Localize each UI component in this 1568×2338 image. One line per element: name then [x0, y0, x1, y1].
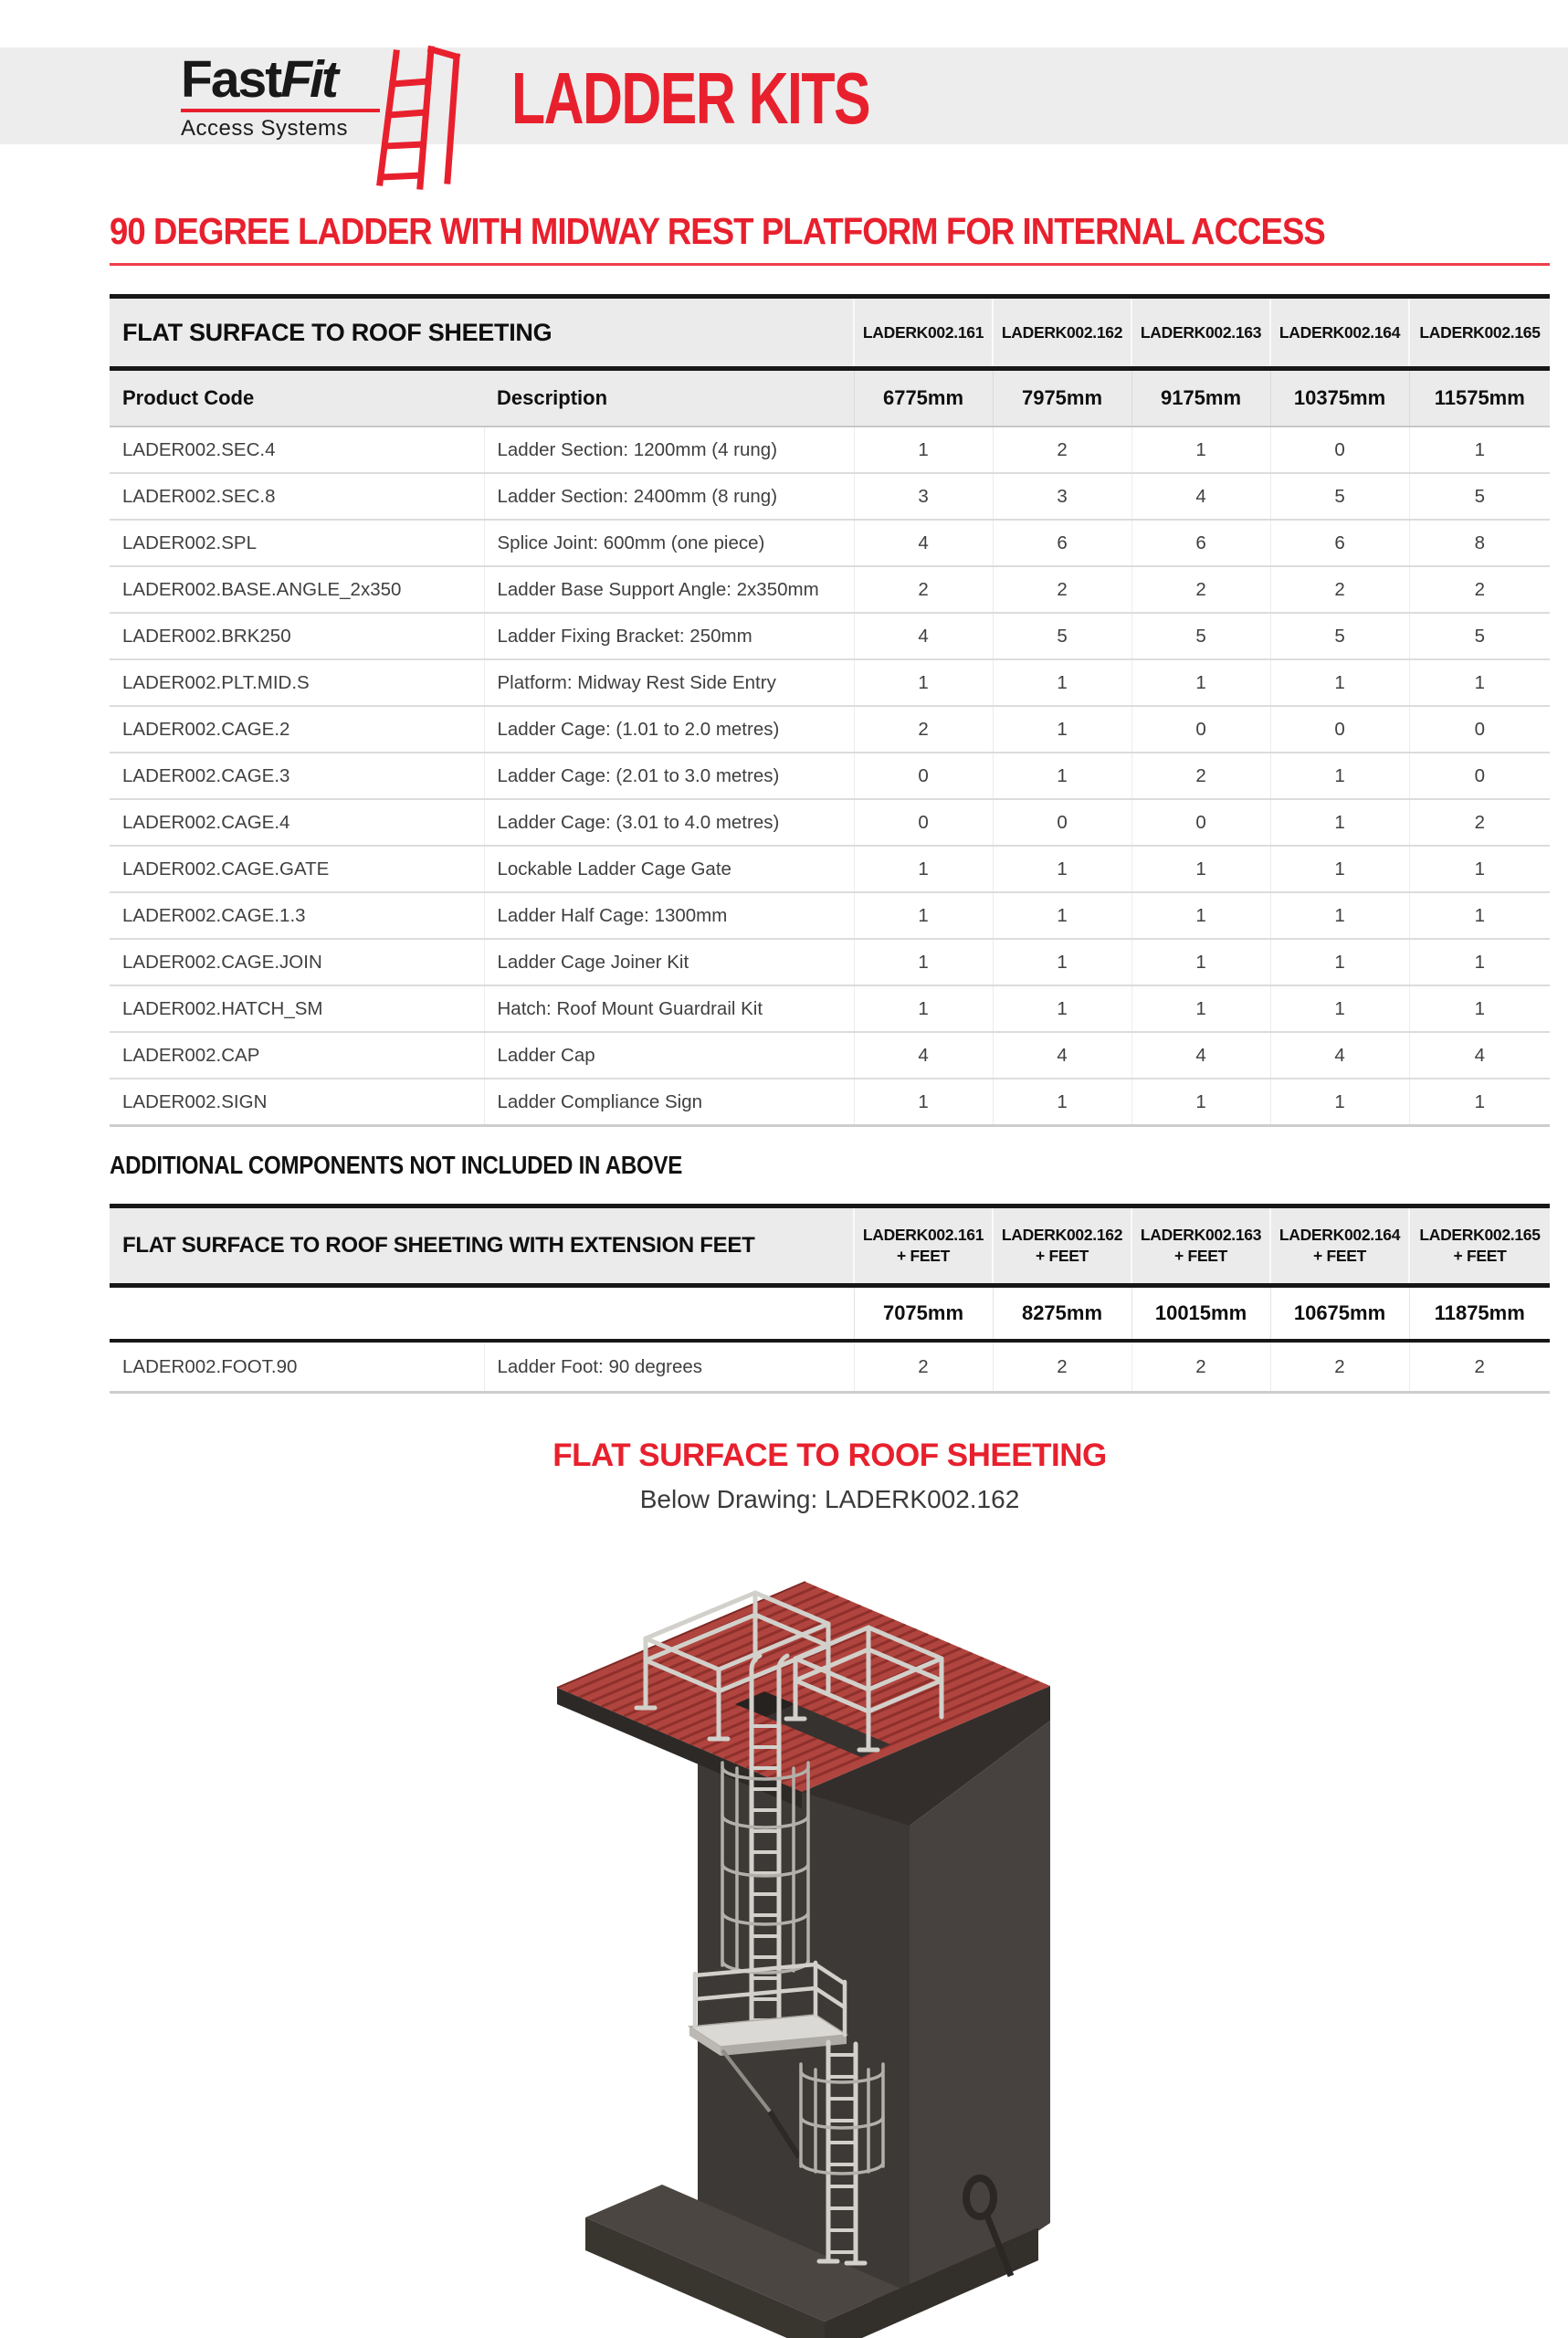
quantity-cell: 1: [1270, 985, 1409, 1032]
kit-isometric-drawing: [525, 1571, 1379, 2338]
kit-code-header: [1270, 1206, 1409, 1286]
quantity-cell: 1: [993, 846, 1131, 892]
kit-length-header: 11875mm: [1409, 1286, 1550, 1342]
kit-code-header: LADERK002.162: [993, 297, 1131, 369]
product-code-cell: LADER002.CAGE.1.3: [110, 892, 484, 939]
product-code-cell: LADER002.SPL: [110, 520, 484, 566]
kit-code-header: [1131, 1206, 1270, 1286]
quantity-cell: 1: [1270, 753, 1409, 799]
table-row: [110, 799, 1550, 846]
quantity-cell: 0: [854, 799, 993, 846]
quantity-cell: 1: [1270, 892, 1409, 939]
quantity-cell: 4: [1409, 1032, 1550, 1079]
quantity-cell: 5: [993, 613, 1131, 659]
description-header: [484, 1286, 854, 1342]
quantity-cell: 4: [993, 1032, 1131, 1079]
description-cell: Ladder Compliance Sign: [484, 1079, 854, 1126]
title-underline: [110, 263, 1550, 266]
quantity-cell: 0: [854, 753, 993, 799]
quantity-cell: 1: [1270, 939, 1409, 985]
quantity-cell: 0: [1270, 706, 1409, 753]
quantity-cell: 1: [993, 659, 1131, 706]
logo-tagline: Access Systems: [181, 116, 349, 141]
quantity-cell: 4: [1131, 1032, 1270, 1079]
kit-code: LADERK002.161: [862, 1226, 984, 1245]
section-title: 90 DEGREE LADDER WITH MIDWAY REST PLATFORM FOR INTERNAL ACCESS: [110, 210, 1325, 252]
kit-code-suffix: + FEET: [1453, 1247, 1507, 1265]
quantity-cell: 1: [1409, 985, 1550, 1032]
quantity-cell: 4: [854, 520, 993, 566]
drawing-title: FLAT SURFACE TO ROOF SHEETING: [552, 1438, 1107, 1473]
description-cell: Ladder Base Support Angle: 2x350mm: [484, 566, 854, 613]
quantity-cell: 5: [1270, 613, 1409, 659]
description-header: Description: [484, 369, 854, 427]
quantity-cell: 1: [1409, 1079, 1550, 1126]
quantity-cell: 4: [854, 1032, 993, 1079]
table-row: [110, 846, 1550, 892]
description-cell: Ladder Section: 1200mm (4 rung): [484, 427, 854, 473]
quantity-cell: 6: [1270, 520, 1409, 566]
quantity-cell: 1: [854, 939, 993, 985]
quantity-cell: 2: [1131, 1341, 1270, 1393]
quantity-cell: 1: [993, 706, 1131, 753]
table-subheader-row: [110, 369, 1550, 427]
quantity-cell: 1: [1131, 427, 1270, 473]
quantity-cell: 2: [854, 1341, 993, 1393]
product-code-cell: LADER002.BRK250: [110, 613, 484, 659]
table-row: [110, 659, 1550, 706]
kit-code-header: [1409, 1206, 1550, 1286]
description-cell: Ladder Cage: (3.01 to 4.0 metres): [484, 799, 854, 846]
quantity-cell: 1: [993, 1079, 1131, 1126]
table-title: FLAT SURFACE TO ROOF SHEETING WITH EXTENSION FEET: [110, 1206, 854, 1286]
product-code-header: Product Code: [110, 369, 484, 427]
table-row: [110, 473, 1550, 520]
description-cell: Ladder Cage: (2.01 to 3.0 metres): [484, 753, 854, 799]
table-subheader-row: [110, 1286, 1550, 1342]
quantity-cell: 2: [993, 427, 1131, 473]
product-code-cell: LADER002.FOOT.90: [110, 1341, 484, 1393]
product-code-cell: LADER002.CAP: [110, 1032, 484, 1079]
product-code-cell: LADER002.SEC.8: [110, 473, 484, 520]
description-cell: Ladder Foot: 90 degrees: [484, 1341, 854, 1393]
quantity-cell: 0: [1270, 427, 1409, 473]
quantity-cell: 1: [1409, 659, 1550, 706]
description-cell: Ladder Half Cage: 1300mm: [484, 892, 854, 939]
table-row: [110, 753, 1550, 799]
table-row: [110, 1341, 1550, 1393]
kit-length-header: 11575mm: [1409, 369, 1550, 427]
quantity-cell: 6: [1131, 520, 1270, 566]
kit-code: LADERK002.163: [1140, 1226, 1262, 1245]
table-row: [110, 1079, 1550, 1126]
quantity-cell: 4: [1270, 1032, 1409, 1079]
quantity-cell: 2: [1270, 1341, 1409, 1393]
quantity-cell: 1: [854, 846, 993, 892]
quantity-cell: 1: [993, 892, 1131, 939]
product-code-cell: LADER002.CAGE.4: [110, 799, 484, 846]
quantity-cell: 2: [993, 566, 1131, 613]
kit-length-header: 9175mm: [1131, 369, 1270, 427]
quantity-cell: 1: [1409, 939, 1550, 985]
kit-code-suffix: + FEET: [896, 1247, 950, 1265]
quantity-cell: 1: [993, 939, 1131, 985]
kit-code-header: [993, 1206, 1131, 1286]
product-code-cell: LADER002.CAGE.GATE: [110, 846, 484, 892]
quantity-cell: 1: [854, 985, 993, 1032]
product-code-cell: LADER002.SEC.4: [110, 427, 484, 473]
quantity-cell: 0: [1131, 799, 1270, 846]
kit-code-header: LADERK002.165: [1409, 297, 1550, 369]
table-row: [110, 520, 1550, 566]
quantity-cell: 5: [1409, 473, 1550, 520]
logo-underline: [181, 109, 380, 112]
quantity-cell: 3: [854, 473, 993, 520]
kit-code-suffix: + FEET: [1035, 1247, 1089, 1265]
quantity-cell: 1: [854, 892, 993, 939]
quantity-cell: 2: [993, 1341, 1131, 1393]
quantity-cell: 2: [1131, 566, 1270, 613]
kit-code-suffix: + FEET: [1173, 1247, 1227, 1265]
logo-fast: Fast: [181, 50, 281, 109]
kit-code-suffix: + FEET: [1312, 1247, 1366, 1265]
quantity-cell: 0: [1131, 706, 1270, 753]
quantity-cell: 4: [1131, 473, 1270, 520]
logo-fit: Fit: [280, 50, 336, 109]
kit-code: LADERK002.164: [1279, 1226, 1401, 1245]
quantity-cell: 1: [1270, 1079, 1409, 1126]
table-row: [110, 892, 1550, 939]
quantity-cell: 1: [1131, 846, 1270, 892]
table-row: [110, 566, 1550, 613]
extension-feet-table: [110, 1204, 1550, 1394]
quantity-cell: 4: [854, 613, 993, 659]
quantity-cell: 2: [1409, 799, 1550, 846]
product-code-cell: LADER002.CAGE.3: [110, 753, 484, 799]
quantity-cell: 1: [993, 985, 1131, 1032]
quantity-cell: 1: [1409, 892, 1550, 939]
kit-code-header: LADERK002.163: [1131, 297, 1270, 369]
ladder-logo-icon: [365, 44, 475, 190]
product-code-cell: LADER002.BASE.ANGLE_2x350: [110, 566, 484, 613]
quantity-cell: 1: [993, 753, 1131, 799]
description-cell: Ladder Fixing Bracket: 250mm: [484, 613, 854, 659]
kit-code-header: LADERK002.161: [854, 297, 993, 369]
table-row: [110, 613, 1550, 659]
description-cell: Ladder Section: 2400mm (8 rung): [484, 473, 854, 520]
kit-components-table: [110, 294, 1550, 1127]
quantity-cell: 1: [1409, 846, 1550, 892]
quantity-cell: 1: [1409, 427, 1550, 473]
kit-length-header: 7975mm: [993, 369, 1131, 427]
table-row: [110, 427, 1550, 473]
description-cell: Ladder Cap: [484, 1032, 854, 1079]
description-cell: Platform: Midway Rest Side Entry: [484, 659, 854, 706]
quantity-cell: 2: [854, 566, 993, 613]
table-header-row: [110, 297, 1550, 369]
quantity-cell: 2: [1131, 753, 1270, 799]
product-code-cell: LADER002.HATCH_SM: [110, 985, 484, 1032]
kit-length-header: 10375mm: [1270, 369, 1409, 427]
kit-length-header: 8275mm: [993, 1286, 1131, 1342]
quantity-cell: 1: [1131, 1079, 1270, 1126]
product-code-header: [110, 1286, 484, 1342]
product-code-cell: LADER002.PLT.MID.S: [110, 659, 484, 706]
description-cell: Splice Joint: 600mm (one piece): [484, 520, 854, 566]
quantity-cell: 5: [1131, 613, 1270, 659]
description-cell: Ladder Cage: (1.01 to 2.0 metres): [484, 706, 854, 753]
table-row: [110, 939, 1550, 985]
page-title: LADDER KITS: [511, 58, 869, 139]
quantity-cell: 6: [993, 520, 1131, 566]
description-cell: Hatch: Roof Mount Guardrail Kit: [484, 985, 854, 1032]
additional-note: ADDITIONAL COMPONENTS NOT INCLUDED IN ABOVE: [110, 1151, 683, 1179]
quantity-cell: 2: [1409, 566, 1550, 613]
product-code-cell: LADER002.SIGN: [110, 1079, 484, 1126]
quantity-cell: 3: [993, 473, 1131, 520]
quantity-cell: 5: [1270, 473, 1409, 520]
quantity-cell: 2: [854, 706, 993, 753]
quantity-cell: 1: [854, 427, 993, 473]
product-code-cell: LADER002.CAGE.JOIN: [110, 939, 484, 985]
quantity-cell: 2: [1409, 1341, 1550, 1393]
quantity-cell: 1: [854, 1079, 993, 1126]
table-row: [110, 985, 1550, 1032]
quantity-cell: 1: [1270, 659, 1409, 706]
quantity-cell: 8: [1409, 520, 1550, 566]
quantity-cell: 1: [1270, 846, 1409, 892]
drawing-subtitle: Below Drawing: LADERK002.162: [639, 1485, 1020, 1513]
kit-length-header: 10675mm: [1270, 1286, 1409, 1342]
table-title: FLAT SURFACE TO ROOF SHEETING: [110, 297, 854, 369]
kit-code-header: LADERK002.164: [1270, 297, 1409, 369]
quantity-cell: 1: [1131, 985, 1270, 1032]
quantity-cell: 5: [1409, 613, 1550, 659]
kit-length-header: 6775mm: [854, 369, 993, 427]
quantity-cell: 1: [1270, 799, 1409, 846]
quantity-cell: 0: [1409, 706, 1550, 753]
kit-code: LADERK002.165: [1419, 1226, 1541, 1245]
quantity-cell: 1: [1131, 659, 1270, 706]
quantity-cell: 0: [993, 799, 1131, 846]
kit-code: LADERK002.162: [1001, 1226, 1123, 1245]
table-header-row: [110, 1206, 1550, 1286]
kit-code-header: [854, 1206, 993, 1286]
description-cell: Lockable Ladder Cage Gate: [484, 846, 854, 892]
product-code-cell: LADER002.CAGE.2: [110, 706, 484, 753]
quantity-cell: 2: [1270, 566, 1409, 613]
kit-length-header: 10015mm: [1131, 1286, 1270, 1342]
quantity-cell: 0: [1409, 753, 1550, 799]
quantity-cell: 1: [1131, 892, 1270, 939]
quantity-cell: 1: [854, 659, 993, 706]
building-right-face: [910, 1721, 1050, 2317]
kit-length-header: 7075mm: [854, 1286, 993, 1342]
quantity-cell: 1: [1131, 939, 1270, 985]
description-cell: Ladder Cage Joiner Kit: [484, 939, 854, 985]
table-row: [110, 706, 1550, 753]
table-row: [110, 1032, 1550, 1079]
